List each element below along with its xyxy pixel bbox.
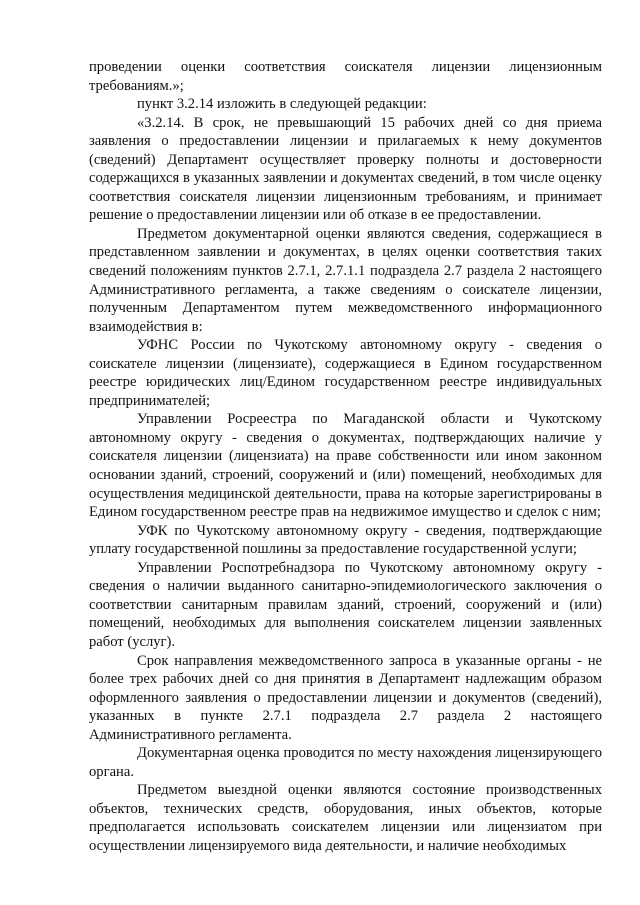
paragraph-request-deadline: Срок направления межведомственного запроса в указанные органы - не более трех рабочих дней со дня принятия в Департамент надлежащим образом оформленного заявления о предоставлении лицензии и документов (сведений), указанных в пункте 2.7.1 подраздела 2.7 раздела 2 настоящего Административного регламента. (89, 652, 602, 743)
paragraph-documentary-location: Документарная оценка проводится по месту нахождения лицензирующего органа. (89, 745, 602, 780)
paragraph-onsite-subject: Предметом выездной оценки являются состояние производственных объектов, технических средств, оборудования, иных объектов, которые предполагается использовать соискателем лицензии или лицензиатом при осуществлении лицензируемого вида деятельности, и наличие необходимых (89, 782, 602, 854)
paragraph-3-2-14: «3.2.14. В срок, не превышающий 15 рабочих дней со дня приема заявления о предоставлении лицензии и прилагаемых к нему документов (сведений) Департамент осуществляет проверку полноты и достоверности содержащихся в указанных заявлении и документах сведений, в том числе оценку соответствия соискателя лицензии лицензионным требованиям, и принимает решение о предоставлении лицензии или об отказе в ее предоставлении. (89, 114, 602, 224)
paragraph-assessment-end: проведении оценки соответствия соискателя лицензии лицензионным требованиям.»; (89, 59, 602, 94)
paragraph-ufns: УФНС России по Чукотскому автономному округу - сведения о соискателе лицензии (лицензиате), содержащиеся в Едином государственном реестре юридических лиц/Едином государственном реестре индивидуальных предпринимателей; (89, 337, 602, 409)
document-page (89, 58, 602, 856)
paragraph-ufk: УФК по Чукотскому автономному округу - сведения, подтверждающие уплату государственной пошлины за предоставление государственной услуги; (89, 522, 602, 558)
paragraph-item-intro: пункт 3.2.14 изложить в следующей редакции: (137, 96, 427, 113)
paragraph-documentary-subject: Предметом документарной оценки являются сведения, содержащиеся в представленном заявлении и документах, в целях оценки соответствия таких сведений положениям пунктов 2.7.1, 2.7.1.1 подраздела 2.7 раздела 2 настоящего Административного регламента, а также сведениям о соискателе лицензии, полученным Департаментом путем межведомственного информационного взаимодействия в: (89, 225, 602, 335)
paragraph-rosreestr: Управлении Росреестра по Магаданской области и Чукотскому автономному округу - сведения о документах, подтверждающих наличие у соискателя лицензии (лицензиата) на праве собственности или ином законном основании зданий, строений, сооружений и (или) помещений, необходимых для осуществления медицинской деятельности, права на которые зарегистрированы в Едином государственном реестре прав на недвижимое имущество и сделок с ним; (89, 411, 602, 521)
paragraph-rospotrebnadzor: Управлении Роспотребнадзора по Чукотскому автономному округу - сведения о наличии выданного санитарно-эпидемиологического заключения о соответствии санитарным правилам зданий, строений, сооружений и (или) помещений, необходимых для выполнения соискателем лицензии заявленных работ (услуг). (89, 559, 602, 650)
